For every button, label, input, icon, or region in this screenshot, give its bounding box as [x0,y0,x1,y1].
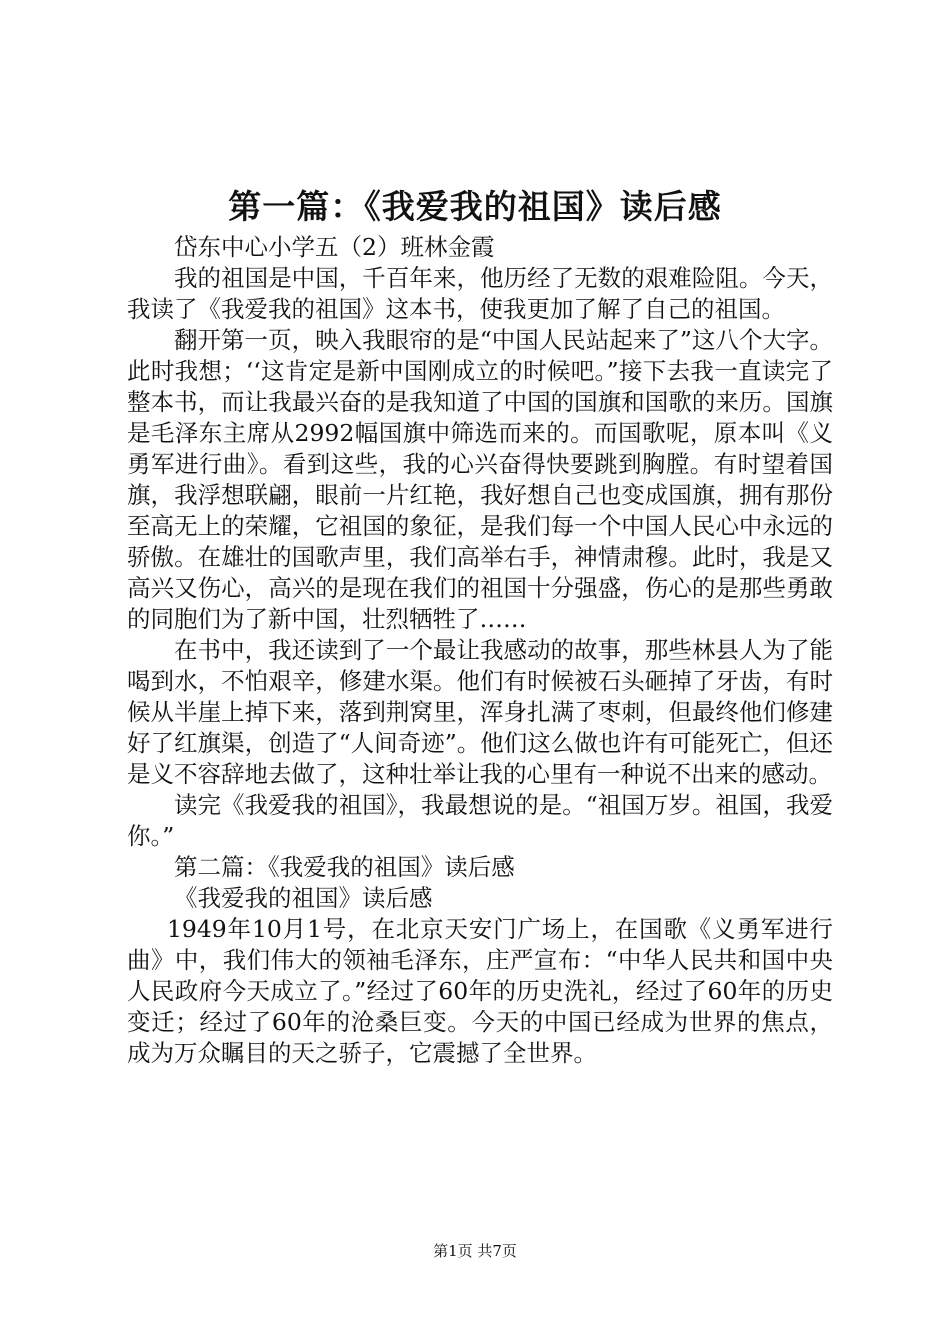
document-title: 第一篇：《我爱我的祖国》读后感 [228,187,722,226]
second-article-paragraph: 1949年10月1号，在北京天安门广场上，在国歌《义勇军进行曲》中，我们伟大的领袖毛泽东，庄严宣布：“中华人民共和国中央人民政府今天成立了。”经过了60年的历史洗礼，经过了60年的历史变迁；经过了60年的沧桑巨变。今天的中国已经成为世界的焦点，成为万众瞩目的天之骄子，它震撼了全世界。 [127,915,833,1067]
second-article-subtitle: 《我爱我的祖国》读后感 [174,884,433,912]
paragraph-1: 我的祖国是中国，千百年来，他历经了无数的艰难险阻。今天，我读了《我爱我的祖国》这本书，使我更加了解了自己的祖国。 [127,264,833,323]
paragraph-3: 在书中，我还读到了一个最让我感动的故事，那些林县人为了能喝到水，不怕艰辛，修建水渠。他们有时候被石头砸掉了牙齿，有时候从半崖上掉下来，落到荆窝里，浑身扎满了枣刺，但最终他们修建好了红旗渠，创造了“人间奇迹”。他们这么做也许有可能死亡，但还是义不容辞地去做了，这种壮举让我的心里有一种说不出来的感动。 [127,636,833,788]
second-article-title: 第二篇：《我爱我的祖国》读后感 [174,853,515,881]
paragraph-4: 读完《我爱我的祖国》，我最想说的是。“祖国万岁。祖国，我爱你。” [127,791,833,850]
document-body [127,232,833,1069]
author-line: 岱东中心小学五（2）班林金霞 [174,233,495,261]
page-number: 第1页 共7页 [433,1242,517,1260]
paragraph-2: 翻开第一页，映入我眼帘的是“中国人民站起来了”这八个大字。此时我想；‘‘这肯定是新中国刚成立的时候吧。”接下去我一直读完了整本书，而让我最兴奋的是我知道了中国的国旗和国歌的来历。国旗是毛泽东主席从2992幅国旗中筛选而来的。而国歌呢，原本叫《义勇军进行曲》。看到这些，我的心兴奋得快要跳到胸膛。有时望着国旗，我浮想联翩，眼前一片红艳，我好想自己也变成国旗，拥有那份至高无上的荣耀，它祖国的象征，是我们每一个中国人民心中永远的骄傲。在雄壮的国歌声里，我们高举右手，神情肃穆。此时，我是又高兴又伤心，高兴的是现在我们的祖国十分强盛，伤心的是那些勇敢的同胞们为了新中国，壮烈牺牲了…… [127,326,833,633]
